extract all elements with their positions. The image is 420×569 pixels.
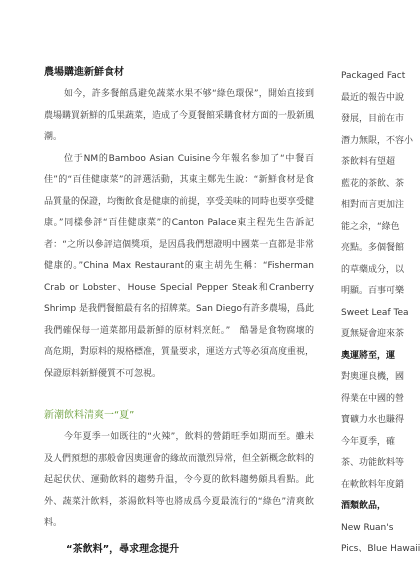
right-line: 得業在中國的營 [341, 393, 405, 404]
right-line: 夏無疑會迎來茶 [341, 329, 405, 339]
right-line: 寶礦力水也賺得 [341, 415, 405, 425]
paragraph-restaurant-quotes: 位于NM的Bamboo Asian Cuisine今年報名参加了“中餐百佳”的“百佳健康菜”的評選活動，其東主鄭先生說：“新鮮食材是食品質量的保證，均衡飲食是健康的前提，享受美味的同時也要享受健康。”同樣參評“百佳健康菜”的Canton Palace東主程先生告訴記者：“之所以參評這個獎項，是因爲我們想證明中國菜一直都是非常健康的。”China Max Restaurant的東主胡先生稱：“Fisherman Crab or Lobster、House Special Pepper Steak和Cranberry Shrimp 是我們餐館最有名的招牌菜。San Diego有許多農場，爲此我們確保每一道菜都用最新鮮的原材料烹飪。” 酷暑是食物腐壞的高危期，對原料的規格標准，質量要求，運送方式等必須高度重視，保證原料新鮮優質不可忽視。 [44, 153, 315, 379]
right-line: Sweet Leaf Tea [341, 307, 409, 318]
right-line: 發展，目前在市 [341, 114, 405, 124]
section-heading-farm-ingredients: 農場購進新鮮食材 [44, 67, 124, 78]
right-line: 今年夏季，確 [341, 436, 396, 447]
right-line: 相對而言更加注 [341, 200, 405, 210]
subheading-tea-drinks: “茶飲料”，尋求理念提升 [66, 543, 180, 555]
right-line: Pics、Blue Hawaii [341, 544, 420, 554]
right-subheading: 奧運將至，運 [341, 350, 396, 361]
right-line: New Ruan's [341, 522, 394, 533]
right-line: 能之余，“綠色 [341, 221, 400, 232]
right-column [341, 66, 420, 561]
right-line: 明顯。百事可樂 [341, 286, 405, 296]
right-line: 藍花的茶飲、茶 [341, 178, 405, 189]
right-line: 對奧運良機，國 [341, 372, 405, 382]
right-subheading: 酒類飲品， [341, 501, 387, 511]
right-line: 茶、功能飲料等 [341, 458, 405, 468]
right-line: Packaged Fact [341, 71, 406, 81]
right-line: 茶飲料有望超 [341, 157, 396, 167]
left-column [44, 66, 314, 557]
right-line: 的草藥成分，以 [341, 264, 405, 275]
right-line: 潛力無限，不容小 [341, 135, 414, 146]
right-line: 最近的報告中說 [341, 92, 405, 103]
right-line: 在軟飲料年度銷 [341, 479, 405, 490]
paragraph-intro: 如今，許多餐館爲避免蔬菜水果不够“綠色環保”，開始直接到農場購買新鮮的瓜果蔬菜，造成了今夏餐館采購食材方面的一股新風潮。 [44, 89, 315, 142]
section-heading-drinks: 新潮飲料清爽一“夏” [44, 410, 135, 421]
paragraph-drinks: 今年夏季一如既往的“火辣”，飲料的營銷旺季如期而至。雖未及人們預想的那般會因奧運會的緣故而激烈异常，但全新概念飲料的起起伏伏、運動飲料的趨勢升温，令今夏的飲料趨勢頗具看點。此外、蔬菜汁飲料，茶湯飲料等也將成爲今夏最流行的“綠色”清爽飲料。 [44, 432, 315, 528]
right-line: 亮點。多個餐館 [341, 243, 405, 253]
